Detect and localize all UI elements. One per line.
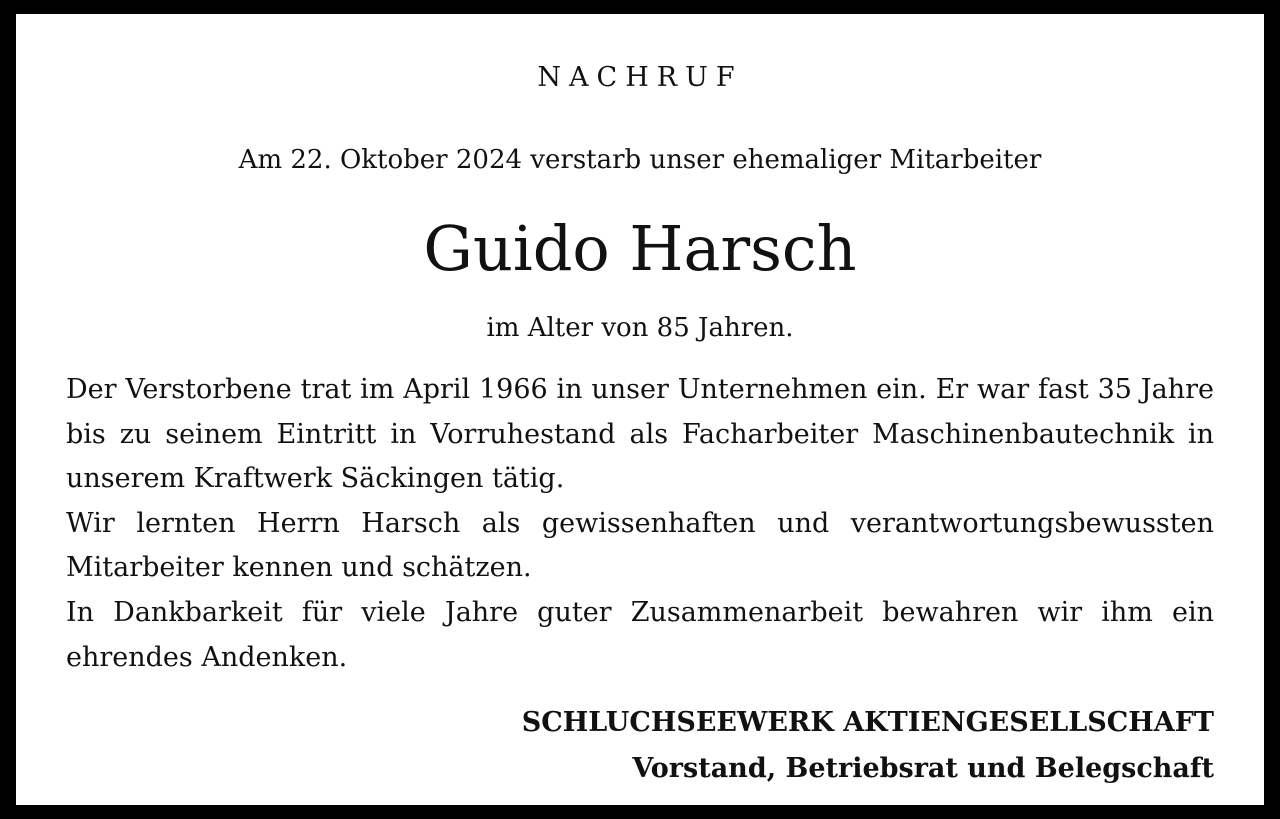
- intro-line: Am 22. Oktober 2024 verstarb unser ehemaliger Mitarbeiter: [238, 145, 1042, 175]
- deceased-name: Guido Harsch: [423, 212, 857, 285]
- body-paragraph-gratitude: In Dankbarkeit für viele Jahre guter Zusammenarbeit bewahren wir ihm ein ehrendes Andenken.: [66, 596, 1214, 673]
- body-paragraph-character: Wir lernten Herrn Harsch als gewissenhaften und verantwortungsbewussten Mitarbeiter kennen und schätzen.: [66, 507, 1214, 584]
- age-line: im Alter von 85 Jahren.: [486, 313, 794, 343]
- body-paragraph-career: Der Verstorbene trat im April 1966 in unser Unternehmen ein. Er war fast 35 Jahre bis zu seinem Eintritt in Vorruhestand als Facharbeiter Maschinenbautechnik in unserem Kraftwerk Säckingen tätig.: [66, 374, 1214, 495]
- notice-content: [66, 14, 1214, 805]
- signature-company: SCHLUCHSEEWERK AKTIENGESELLSCHAFT: [521, 707, 1214, 738]
- signature-block: [66, 700, 1214, 792]
- signature-signers: Vorstand, Betriebsrat und Belegschaft: [632, 753, 1214, 784]
- notice-body: [66, 368, 1214, 680]
- notice-heading: NACHRUF: [537, 62, 743, 93]
